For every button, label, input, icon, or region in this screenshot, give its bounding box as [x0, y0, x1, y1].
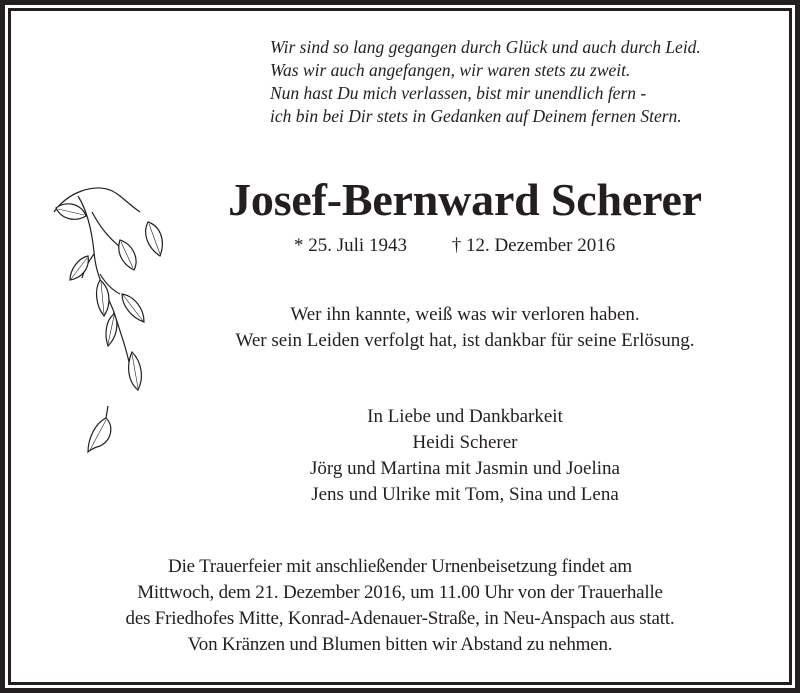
birch-branch-icon: [48, 182, 178, 392]
memorial-quote: [170, 302, 760, 354]
quote-line: Wer sein Leiden verfolgt hat, ist dankbar für seine Erlösung.: [235, 330, 695, 351]
life-dates: [294, 234, 615, 258]
ceremony-line: Mittwoch, dem 21. Dezember 2016, um 11.00 Uhr von der Trauerhalle: [137, 582, 663, 603]
mourners-line: In Liebe und Dankbarkeit: [367, 406, 563, 427]
ceremony-line: des Friedhofes Mitte, Konrad-Adenauer-Straße, in Neu-Anspach aus statt.: [125, 608, 675, 629]
ceremony-line: Von Kränzen und Blumen bitten wir Abstand zu nehmen.: [187, 634, 613, 655]
poem-line: ich bin bei Dir stets in Gedanken auf Deinem fernen Stern.: [270, 106, 682, 126]
deceased-name: Josef-Bernward Scherer: [228, 174, 702, 225]
funeral-information: [40, 554, 760, 658]
death-date: † 12. Dezember 2016: [451, 235, 616, 256]
mourners-line: Jens und Ulrike mit Tom, Sina und Lena: [311, 484, 619, 505]
falling-leaf-icon: [84, 404, 118, 456]
mourners-list: [170, 404, 760, 508]
memorial-poem: [270, 36, 701, 128]
poem-line: Wir sind so lang gegangen durch Glück und auch durch Leid.: [270, 37, 701, 57]
ceremony-line: Die Trauerfeier mit anschließender Urnenbeisetzung findet am: [168, 556, 632, 577]
poem-line: Was wir auch angefangen, wir waren stets zu zweit.: [270, 60, 631, 80]
birth-date: * 25. Juli 1943: [294, 235, 407, 256]
poem-line: Nun hast Du mich verlassen, bist mir unendlich fern -: [270, 83, 647, 103]
mourners-line: Jörg und Martina mit Jasmin und Joelina: [310, 458, 620, 479]
mourners-line: Heidi Scherer: [412, 432, 518, 453]
quote-line: Wer ihn kannte, weiß was wir verloren haben.: [290, 304, 640, 325]
